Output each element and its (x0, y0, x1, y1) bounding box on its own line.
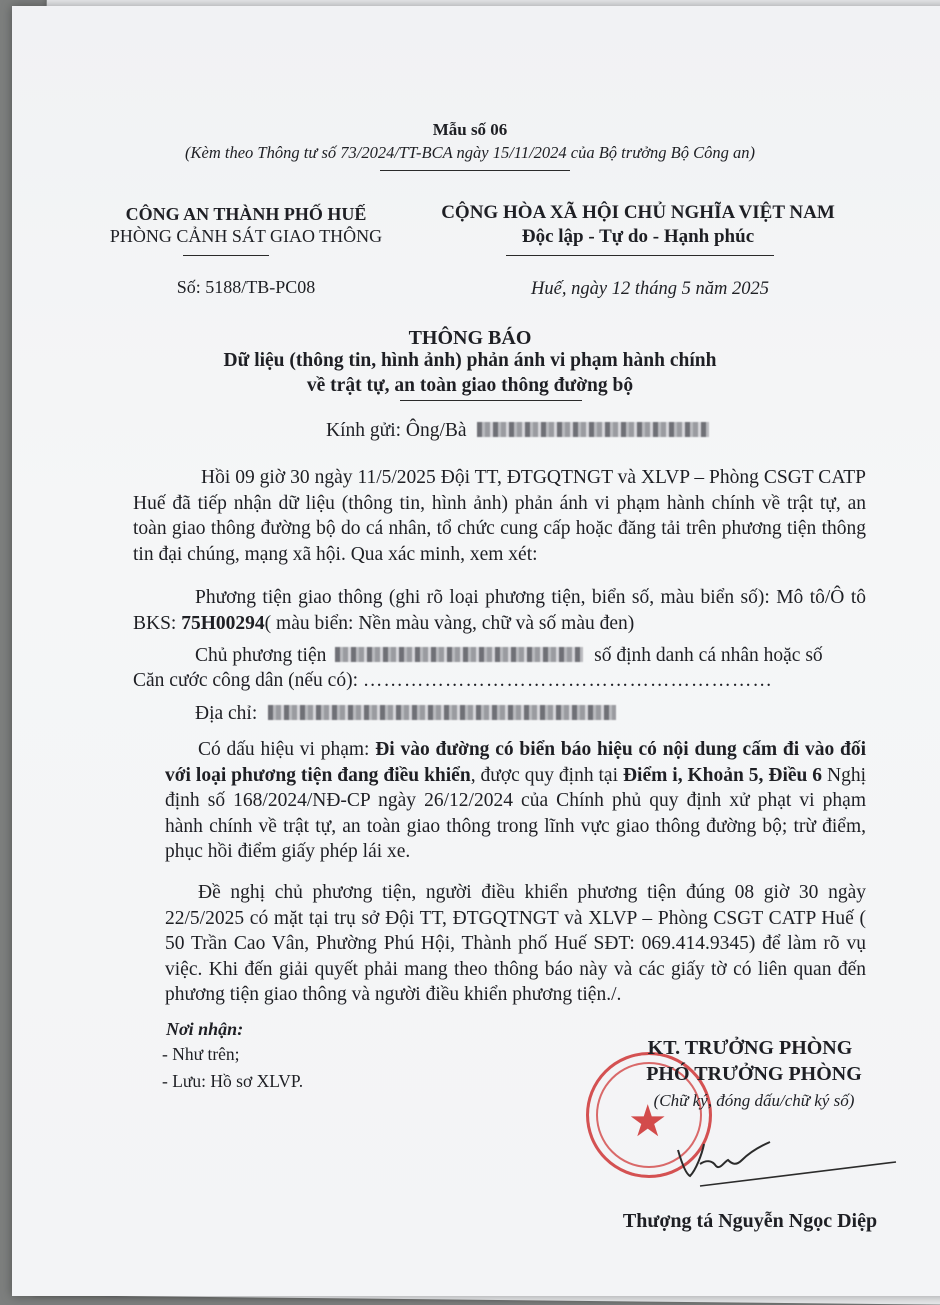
motto-divider (506, 255, 774, 256)
request-paragraph: Đề nghị chủ phương tiện, người điều khiển phương tiện đúng 08 giờ 30 ngày 22/5/2025 có mặt tại trụ sở Đội TT, ĐTGQTNGT và XLVP – Phòng CSGT CATP Huế ( 50 Trần Cao Vân, Phường Phú Hội, Thành phố Huế SĐT: 069.414.9345) để làm rõ vụ việc. Khi đến giải quyết phải mang theo thông báo này và các giấy tờ có liên quan đến phương tiện giao thông và người điều khiển phương tiện./. (165, 882, 866, 1005)
place-date: Huế, ngày 12 tháng 5 năm 2025 (531, 279, 769, 299)
left-header-divider (183, 255, 269, 256)
subtitle-underline (400, 400, 582, 401)
owner-label: Chủ phương tiện (195, 645, 327, 666)
recipient-line (326, 420, 709, 442)
recipients-title: Nơi nhận: (166, 1019, 244, 1039)
recipient-item-2: - Lưu: Hồ sơ XLVP. (162, 1071, 304, 1091)
violation-description: Đi vào đường có biển báo hiệu có nội dung cấm đi vào đối với loại phương tiện đang điều khiển (165, 739, 866, 786)
redacted-owner-name (335, 647, 583, 662)
address-label: Địa chỉ: (195, 703, 258, 724)
violation-suffix: Nghị định số 168/2024/NĐ-CP ngày 26/12/2024 của Chính phủ quy định xử phạt vi phạm hành chính về trật tự, an toàn giao thông trong lĩnh vực giao thông đường bộ; trừ điểm, phục hồi điểm giấy phép lái xe. (165, 764, 866, 862)
form-attachment: (Kèm theo Thông tư số 73/2024/TT-BCA ngày 15/11/2024 của Bộ trưởng Bộ Công an) (185, 143, 755, 162)
id-label: Căn cước công dân (nếu có): (133, 670, 359, 691)
signature-note: (Chữ ký, đóng dấu/chữ ký số) (653, 1091, 855, 1110)
notice-title: THÔNG BÁO (408, 327, 532, 349)
redacted-recipient-name (477, 422, 709, 437)
violation-clause: Điểm i, Khoản 5, Điều 6 (622, 764, 823, 786)
license-plate: 75H00294 (181, 612, 265, 634)
intro-paragraph: Hồi 09 giờ 30 ngày 11/5/2025 Đội TT, ĐTGQTNGT và XLVP – Phòng CSGT CATP Huế đã tiếp nhận dữ liệu (thông tin, hình ảnh) phản ánh vi phạm hành chính về trật tự, an toàn giao thông đường bộ do cá nhân, tổ chức cung cấp hoặc đăng tải trên phương tiện thông tin đại chúng, mạng xã hội. Qua xác minh, xem xét: (133, 467, 866, 565)
national-motto: Độc lập - Tự do - Hạnh phúc (521, 226, 755, 247)
signer-name: Thượng tá Nguyễn Ngọc Diệp (622, 1210, 878, 1232)
recipient-item-1: - Như trên; (162, 1044, 240, 1064)
notice-subtitle-2: về trật tự, an toàn giao thông đường bộ (306, 375, 634, 396)
address-line (195, 703, 616, 725)
handwritten-signature (660, 1130, 880, 1190)
form-divider (380, 170, 570, 171)
form-number: Mẫu số 06 (432, 120, 508, 139)
document-number: Số: 5188/TB-PC08 (176, 277, 316, 297)
country-name: CỘNG HÒA XÃ HỘI CHỦ NGHĨA VIỆT NAM (441, 202, 835, 223)
agency-name: CÔNG AN THÀNH PHỐ HUẾ (125, 204, 367, 224)
stamp-star-icon: ★ (628, 1096, 668, 1147)
violation-mid: , được quy định tại (470, 764, 623, 786)
vehicle-prefix: Phương tiện giao thông (ghi rõ loại phương tiện, biển số, màu biển số): Mô tô/Ô tô BKS: (133, 587, 866, 634)
redacted-address (268, 705, 616, 720)
vehicle-suffix: ( màu biển: Nền màu vàng, chữ và số màu đen) (264, 612, 635, 634)
violation-paragraph (165, 737, 866, 865)
signature-title-2: PHÓ TRƯỞNG PHÒNG (646, 1063, 862, 1085)
signature-title-1: KT. TRƯỞNG PHÒNG (647, 1037, 853, 1059)
owner-suffix: số định danh cá nhân hoặc số (594, 645, 823, 666)
department-name: PHÒNG CẢNH SÁT GIAO THÔNG (109, 226, 383, 246)
id-line (133, 670, 773, 692)
owner-line (195, 645, 823, 667)
notice-subtitle-1: Dữ liệu (thông tin, hình ảnh) phản ánh vi phạm hành chính (223, 350, 717, 371)
recipient-label: Kính gửi: Ông/Bà (326, 420, 467, 441)
id-dots: …………………………………………………… (362, 670, 773, 691)
violation-prefix: Có dấu hiệu vi phạm: (198, 739, 376, 760)
vehicle-paragraph (133, 585, 866, 636)
